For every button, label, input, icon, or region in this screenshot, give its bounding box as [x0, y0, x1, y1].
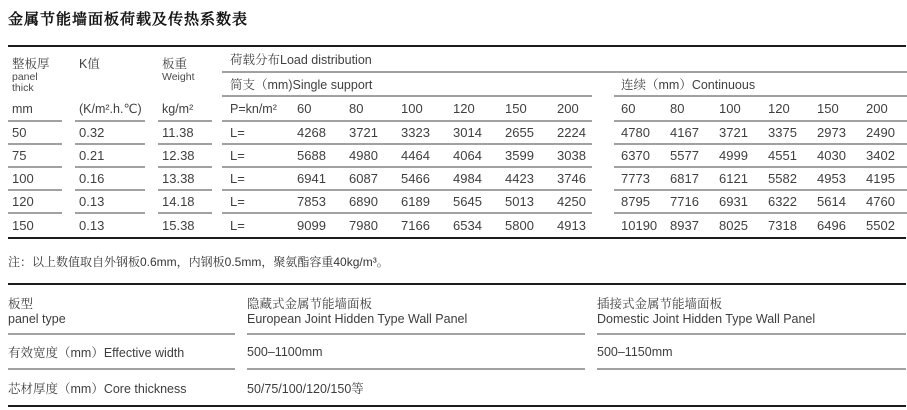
continuous-header: 连续（mm）Continuous [614, 73, 907, 97]
single-load-value: 6890 [342, 191, 394, 214]
weight-header-en: Weight [162, 71, 195, 83]
continuous-load-value: 6931 [712, 191, 761, 214]
single-load-value: 5013 [498, 191, 550, 214]
single-load-value: 4980 [342, 145, 394, 168]
core-thickness-value-empty [597, 370, 906, 405]
panel-type-hidden-en: European Joint Hidden Type Wall Panel [247, 312, 468, 326]
continuous-load-value: 8025 [719, 218, 748, 233]
k-value-header-unit: (K/m².h.℃) [79, 102, 142, 116]
single-load-value: 3599 [498, 145, 550, 168]
single-load-value: 6087 [342, 168, 394, 191]
continuous-pressure-header: 80 [663, 97, 712, 122]
continuous-load-value: 6496 [817, 218, 846, 233]
panel-type-table [8, 285, 906, 407]
thickness-header-unit: mm [12, 102, 33, 116]
single-support-header: 简支（mm)Single support [222, 73, 592, 97]
k-value-header-zh: K值 [79, 57, 100, 71]
single-load-value: 4064 [446, 145, 498, 168]
continuous-load-value: 3402 [859, 145, 907, 168]
single-load-value: 9099 [297, 218, 326, 233]
single-pressure-header: 100 [394, 97, 446, 122]
panel-type-header-en: panel type [8, 312, 66, 326]
panel-type-hidden-zh: 隐藏式金属节能墙面板 [247, 297, 373, 311]
continuous-pressure-header: 60 [614, 97, 663, 122]
single-load-value: 3014 [446, 122, 498, 145]
weight-cell: 14.18 [158, 191, 212, 214]
continuous-load-value: 5582 [761, 168, 810, 191]
continuous-load-value: 7716 [663, 191, 712, 214]
thickness-cell: 120 [8, 191, 62, 214]
single-pressure-header: 80 [342, 97, 394, 122]
weight-header-unit: kg/m² [162, 102, 194, 116]
continuous-load-value: 4999 [712, 145, 761, 168]
continuous-pressure-header: 150 [810, 97, 859, 122]
weight-header [158, 47, 212, 122]
thickness-header [8, 47, 62, 122]
k-value-cell: 0.13 [75, 191, 145, 214]
span-label-cell: L= [230, 218, 245, 233]
continuous-load-value: 2490 [859, 122, 907, 145]
continuous-load-value: 6370 [614, 145, 663, 168]
continuous-load-value: 3721 [712, 122, 761, 145]
k-value-cell: 0.21 [75, 145, 145, 168]
load-distribution-header: 荷载分布Load distribution [222, 47, 907, 73]
thickness-header-labels [12, 54, 62, 94]
thickness-cell: 100 [8, 168, 62, 191]
continuous-load-value: 4953 [810, 168, 859, 191]
single-pressure-header: 60 [290, 97, 342, 122]
panel-type-hidden [247, 285, 585, 335]
single-load-value: 5800 [505, 218, 534, 233]
k-value-cell: 0.32 [75, 122, 145, 145]
core-thickness-value: 50/75/100/120/150等 [247, 381, 364, 396]
continuous-load-value: 8795 [614, 191, 663, 214]
thickness-header-en1: panel [12, 71, 38, 83]
continuous-load-value: 2973 [810, 122, 859, 145]
single-load-value: 3038 [550, 145, 592, 168]
panel-type-plugin-zh: 插接式金属节能墙面板 [597, 297, 723, 311]
continuous-load-value: 8937 [670, 218, 699, 233]
continuous-load-value: 5502 [866, 218, 895, 233]
table-note: 注：以上数值取自外钢板0.6mm，内钢板0.5mm，聚氨酯容重40kg/m³。 [8, 239, 906, 285]
single-load-value: 7980 [349, 218, 378, 233]
thickness-header-en2: thick [12, 82, 34, 94]
k-value-cell: 0.16 [75, 168, 145, 191]
thickness-header-zh: 整板厚 [12, 57, 50, 71]
continuous-load-value: 3375 [761, 122, 810, 145]
effective-width-label: 有效宽度（mm）Effective width [8, 335, 235, 370]
single-load-value: 3323 [394, 122, 446, 145]
continuous-load-value: 4030 [810, 145, 859, 168]
effective-width-value-2: 500–1150mm [597, 335, 906, 370]
single-pressure-header: 150 [498, 97, 550, 122]
effective-width-value-1: 500–1100mm [247, 335, 585, 370]
continuous-load-value: 4551 [761, 145, 810, 168]
weight-cell: 15.38 [162, 218, 195, 233]
continuous-load-value: 4167 [663, 122, 712, 145]
core-thickness-label: 芯材厚度（mm）Core thickness [8, 381, 187, 396]
single-load-value: 2655 [498, 122, 550, 145]
weight-cell: 12.38 [158, 145, 212, 168]
single-load-value: 6534 [453, 218, 482, 233]
weight-cell: 11.38 [158, 122, 212, 145]
continuous-load-value: 4760 [859, 191, 907, 214]
continuous-load-value: 4780 [614, 122, 663, 145]
pressure-label: P=kn/m² [222, 97, 290, 122]
single-load-value: 7166 [401, 218, 430, 233]
span-label-cell: L= [222, 191, 290, 214]
continuous-load-value: 5614 [810, 191, 859, 214]
single-load-value: 3746 [550, 168, 592, 191]
weight-header-labels [162, 54, 212, 83]
continuous-pressure-header: 200 [859, 97, 907, 122]
k-value-header [75, 47, 145, 122]
single-load-value: 4268 [290, 122, 342, 145]
single-load-value: 6189 [394, 191, 446, 214]
weight-cell: 13.38 [158, 168, 212, 191]
single-load-value: 5688 [290, 145, 342, 168]
continuous-load-value: 6322 [761, 191, 810, 214]
span-label-cell: L= [222, 145, 290, 168]
single-load-value: 4423 [498, 168, 550, 191]
panel-type-plugin-en: Domestic Joint Hidden Type Wall Panel [597, 312, 816, 326]
weight-header-zh: 板重 [162, 57, 188, 71]
continuous-load-value: 6817 [663, 168, 712, 191]
panel-type-header-zh: 板型 [8, 297, 34, 311]
panel-type-plugin [597, 285, 906, 335]
single-pressure-header: 200 [550, 97, 592, 122]
single-load-value: 7853 [290, 191, 342, 214]
panel-type-header [8, 285, 235, 335]
continuous-load-value: 7318 [768, 218, 797, 233]
single-load-value: 3721 [342, 122, 394, 145]
single-load-value: 4984 [446, 168, 498, 191]
k-value-cell: 0.13 [79, 218, 105, 233]
single-load-value: 4913 [557, 218, 586, 233]
thickness-cell: 50 [8, 122, 62, 145]
single-load-value: 6941 [290, 168, 342, 191]
span-label-cell: L= [222, 168, 290, 191]
span-label-cell: L= [222, 122, 290, 145]
continuous-load-value: 4195 [859, 168, 907, 191]
load-table [8, 45, 906, 239]
continuous-pressure-header: 100 [712, 97, 761, 122]
single-load-value: 2224 [550, 122, 592, 145]
thickness-cell: 150 [12, 218, 34, 233]
page-title: 金属节能墙面板荷载及传热系数表 [8, 11, 249, 28]
single-load-value: 4464 [394, 145, 446, 168]
continuous-load-value: 5577 [663, 145, 712, 168]
single-load-value: 5466 [394, 168, 446, 191]
continuous-load-value: 6121 [712, 168, 761, 191]
continuous-load-value: 7773 [614, 168, 663, 191]
continuous-load-value: 10190 [621, 218, 658, 233]
single-pressure-header: 120 [446, 97, 498, 122]
continuous-pressure-header: 120 [761, 97, 810, 122]
single-load-value: 4250 [550, 191, 592, 214]
single-load-value: 5645 [446, 191, 498, 214]
thickness-cell: 75 [8, 145, 62, 168]
